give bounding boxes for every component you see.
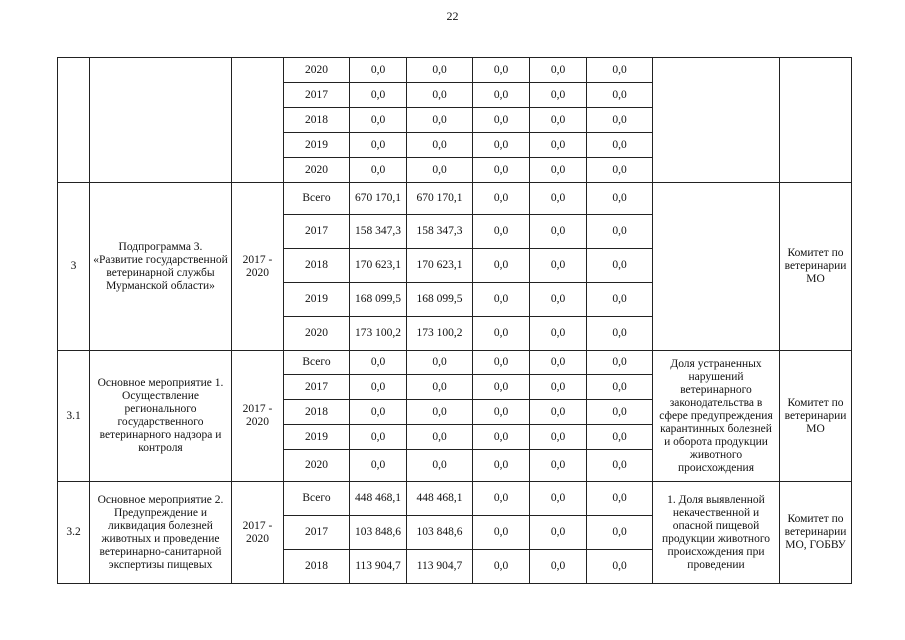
value-cell: 0,0 — [407, 425, 473, 450]
period-cell: 2017 - 2020 — [232, 183, 284, 351]
value-cell: 170 623,1 — [350, 249, 407, 283]
table-row — [58, 351, 852, 375]
value-cell: 0,0 — [587, 133, 653, 158]
value-cell: 0,0 — [473, 516, 530, 550]
year-cell: 2017 — [284, 375, 350, 400]
value-cell: 0,0 — [350, 158, 407, 183]
value-cell: 0,0 — [350, 83, 407, 108]
value-cell: 0,0 — [587, 183, 653, 215]
value-cell: 0,0 — [587, 317, 653, 351]
year-cell: 2019 — [284, 283, 350, 317]
value-cell: 0,0 — [530, 550, 587, 584]
year-cell: 2020 — [284, 450, 350, 482]
value-cell: 0,0 — [587, 425, 653, 450]
indicator-cell: 1. Доля выявленной некачественной и опасной пищевой продукции животного происхождения при проведении — [653, 482, 780, 584]
value-cell: 0,0 — [473, 400, 530, 425]
num-cell: 3.2 — [58, 482, 90, 584]
year-cell: 2017 — [284, 516, 350, 550]
num-cell: 3 — [58, 183, 90, 351]
value-cell: 0,0 — [407, 133, 473, 158]
value-cell: 0,0 — [473, 133, 530, 158]
year-cell: 2017 — [284, 83, 350, 108]
value-cell: 103 848,6 — [350, 516, 407, 550]
value-cell: 0,0 — [530, 375, 587, 400]
value-cell: 0,0 — [530, 283, 587, 317]
value-cell: 448 468,1 — [350, 482, 407, 516]
value-cell: 0,0 — [587, 450, 653, 482]
table-row — [58, 482, 852, 516]
value-cell: 0,0 — [473, 283, 530, 317]
value-cell: 0,0 — [407, 375, 473, 400]
value-cell: 170 623,1 — [407, 249, 473, 283]
value-cell: 0,0 — [473, 317, 530, 351]
num-cell — [58, 58, 90, 183]
name-cell — [90, 58, 232, 183]
value-cell: 0,0 — [587, 249, 653, 283]
value-cell: 0,0 — [473, 425, 530, 450]
year-cell: 2018 — [284, 400, 350, 425]
value-cell: 0,0 — [587, 550, 653, 584]
name-cell: Подпрограмма 3. «Развитие государственной ветеринарной службы Мурманской области» — [90, 183, 232, 351]
period-cell — [232, 58, 284, 183]
period-cell: 2017 - 2020 — [232, 351, 284, 482]
value-cell: 0,0 — [350, 58, 407, 83]
year-cell: 2018 — [284, 108, 350, 133]
value-cell: 0,0 — [407, 83, 473, 108]
value-cell: 0,0 — [587, 83, 653, 108]
value-cell: 0,0 — [587, 516, 653, 550]
value-cell: 0,0 — [530, 425, 587, 450]
value-cell: 448 468,1 — [407, 482, 473, 516]
value-cell: 0,0 — [407, 58, 473, 83]
value-cell: 0,0 — [587, 108, 653, 133]
value-cell: 0,0 — [407, 158, 473, 183]
year-cell: Всего — [284, 183, 350, 215]
year-cell: 2020 — [284, 317, 350, 351]
value-cell: 670 170,1 — [407, 183, 473, 215]
value-cell: 0,0 — [530, 482, 587, 516]
value-cell: 0,0 — [530, 215, 587, 249]
table-body — [58, 58, 852, 584]
value-cell: 0,0 — [473, 482, 530, 516]
value-cell: 0,0 — [350, 133, 407, 158]
executor-cell: Комитет по ветеринарии МО — [780, 351, 852, 482]
value-cell: 0,0 — [530, 183, 587, 215]
executor-cell — [780, 58, 852, 183]
value-cell: 670 170,1 — [350, 183, 407, 215]
period-cell: 2017 - 2020 — [232, 482, 284, 584]
value-cell: 0,0 — [587, 215, 653, 249]
value-cell: 0,0 — [473, 351, 530, 375]
value-cell: 0,0 — [473, 215, 530, 249]
year-cell: Всего — [284, 482, 350, 516]
value-cell: 0,0 — [350, 400, 407, 425]
value-cell: 0,0 — [587, 58, 653, 83]
value-cell: 0,0 — [530, 133, 587, 158]
table-row — [58, 183, 852, 215]
value-cell: 0,0 — [530, 351, 587, 375]
year-cell: 2019 — [284, 133, 350, 158]
value-cell: 0,0 — [473, 158, 530, 183]
value-cell: 0,0 — [587, 482, 653, 516]
value-cell: 0,0 — [350, 375, 407, 400]
value-cell: 0,0 — [473, 450, 530, 482]
value-cell: 0,0 — [473, 183, 530, 215]
indicator-cell: Доля устраненных нарушений ветеринарного законодательства в сфере предупреждения карантинных болезней и оборота продукции животного происхождения — [653, 351, 780, 482]
value-cell: 0,0 — [530, 108, 587, 133]
value-cell: 0,0 — [350, 351, 407, 375]
value-cell: 0,0 — [407, 351, 473, 375]
value-cell: 0,0 — [530, 400, 587, 425]
value-cell: 0,0 — [530, 249, 587, 283]
value-cell: 0,0 — [473, 375, 530, 400]
value-cell: 0,0 — [587, 158, 653, 183]
value-cell: 168 099,5 — [407, 283, 473, 317]
value-cell: 0,0 — [587, 400, 653, 425]
value-cell: 0,0 — [530, 317, 587, 351]
value-cell: 0,0 — [473, 550, 530, 584]
value-cell: 0,0 — [473, 58, 530, 83]
value-cell: 0,0 — [530, 58, 587, 83]
value-cell: 158 347,3 — [350, 215, 407, 249]
value-cell: 0,0 — [587, 375, 653, 400]
name-cell: Основное мероприятие 1. Осуществление регионального государственного ветеринарного надзора и контроля — [90, 351, 232, 482]
year-cell: Всего — [284, 351, 350, 375]
value-cell: 103 848,6 — [407, 516, 473, 550]
page-number: 22 — [446, 9, 459, 23]
value-cell: 158 347,3 — [407, 215, 473, 249]
value-cell: 0,0 — [350, 450, 407, 482]
value-cell: 0,0 — [473, 83, 530, 108]
executor-cell: Комитет по ветеринарии МО — [780, 183, 852, 351]
value-cell: 0,0 — [407, 450, 473, 482]
year-cell: 2020 — [284, 58, 350, 83]
year-cell: 2018 — [284, 550, 350, 584]
value-cell: 0,0 — [407, 108, 473, 133]
value-cell: 113 904,7 — [350, 550, 407, 584]
program-table — [57, 57, 852, 584]
indicator-cell — [653, 58, 780, 183]
table-row — [58, 58, 852, 83]
value-cell: 0,0 — [530, 158, 587, 183]
value-cell: 0,0 — [473, 108, 530, 133]
value-cell: 0,0 — [530, 83, 587, 108]
value-cell: 168 099,5 — [350, 283, 407, 317]
value-cell: 173 100,2 — [350, 317, 407, 351]
num-cell: 3.1 — [58, 351, 90, 482]
year-cell: 2020 — [284, 158, 350, 183]
indicator-cell — [653, 183, 780, 351]
year-cell: 2019 — [284, 425, 350, 450]
value-cell: 0,0 — [530, 516, 587, 550]
value-cell: 0,0 — [587, 351, 653, 375]
value-cell: 0,0 — [473, 249, 530, 283]
executor-cell: Комитет по ветеринарии МО, ГОБВУ — [780, 482, 852, 584]
value-cell: 0,0 — [407, 400, 473, 425]
year-cell: 2017 — [284, 215, 350, 249]
year-cell: 2018 — [284, 249, 350, 283]
value-cell: 0,0 — [530, 450, 587, 482]
value-cell: 173 100,2 — [407, 317, 473, 351]
value-cell: 113 904,7 — [407, 550, 473, 584]
value-cell: 0,0 — [587, 283, 653, 317]
value-cell: 0,0 — [350, 108, 407, 133]
value-cell: 0,0 — [350, 425, 407, 450]
name-cell: Основное мероприятие 2. Предупреждение и ликвидация болезней животных и проведение ветеринарно-санитарной экспертизы пищевых — [90, 482, 232, 584]
